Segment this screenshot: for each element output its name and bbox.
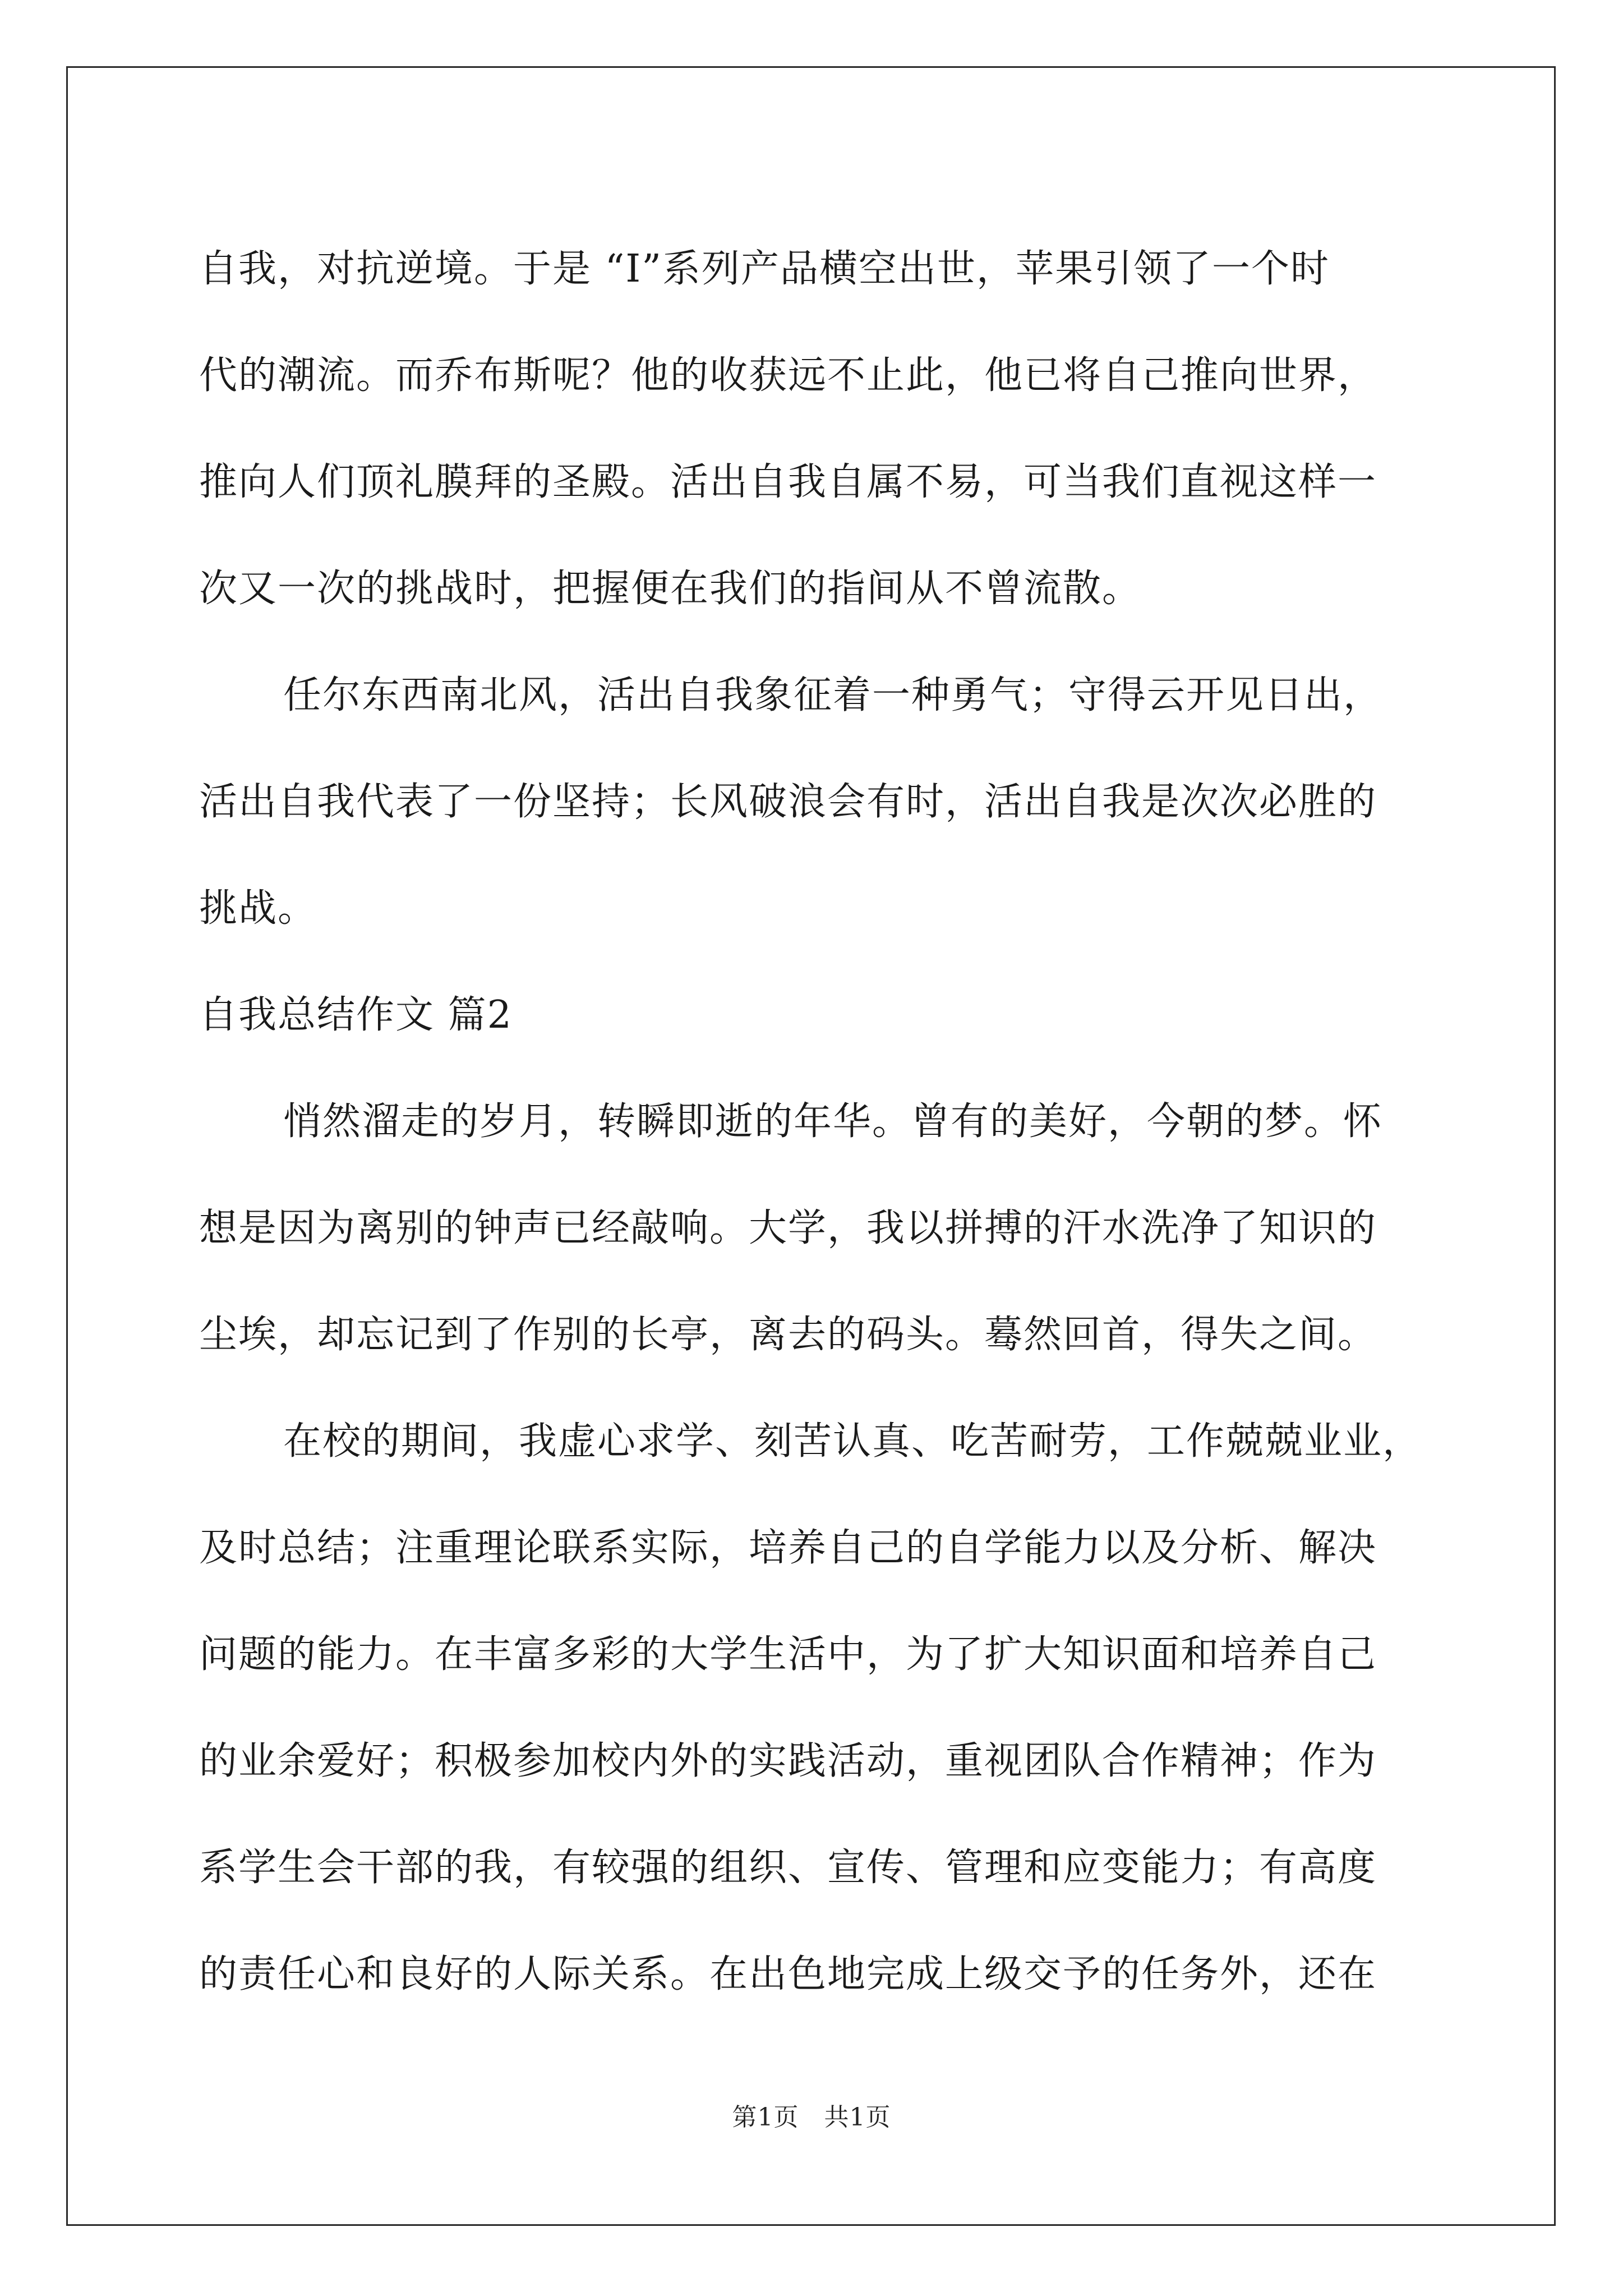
text-line: 在校的期间，我虚心求学、刻苦认真、吃苦耐劳，工作兢兢业业，: [283, 1419, 1422, 1464]
text-line: 推向人们顶礼膜拜的圣殿。活出自我自属不易，可当我们直视这样一: [199, 460, 1377, 504]
text-line: 悄然溜走的岁月，转瞬即逝的年华。曾有的美好，今朝的梦。怀: [283, 1099, 1383, 1144]
text-line: 及时总结；注重理论联系实际，培养自己的自学能力以及分析、解决: [199, 1526, 1377, 1570]
text-line: 任尔东西南北风，活出自我象征着一种勇气；守得云开见日出，: [283, 673, 1383, 717]
text-line: 的业余爱好；积极参加校内外的实践活动，重视团队合作精神；作为: [199, 1739, 1377, 1783]
text-line: 系学生会干部的我，有较强的组织、宣传、管理和应变能力；有高度: [199, 1846, 1377, 1890]
text-line: 想是因为离别的钟声已经敲响。大学，我以拼搏的汗水洗净了知识的: [199, 1206, 1377, 1250]
text-line: 活出自我代表了一份坚持；长风破浪会有时，活出自我是次次必胜的: [199, 780, 1377, 824]
text-line: 问题的能力。在丰富多彩的大学生活中，为了扩大知识面和培养自己: [199, 1632, 1377, 1677]
text-line: 自我，对抗逆境。于是 “I”系列产品横空出世，苹果引领了一个时: [199, 247, 1330, 291]
section-heading: 自我总结作文 篇2: [199, 993, 513, 1037]
text-line: 次又一次的挑战时，把握便在我们的指间从不曾流散。: [199, 567, 1142, 611]
text-line: 挑战。: [199, 886, 317, 931]
text-line: 尘埃，却忘记到了作别的长亭，离去的码头。蓦然回首，得失之间。: [199, 1313, 1377, 1357]
text-line: 的责任心和良好的人际关系。在出色地完成上级交予的任务外，还在: [199, 1952, 1377, 1996]
page-number-footer: 第1页 共1页: [732, 2103, 891, 2132]
document-body: [199, 216, 1461, 2028]
text-line: 代的潮流。而乔布斯呢？他的收获远不止此，他已将自己推向世界，: [199, 353, 1377, 398]
